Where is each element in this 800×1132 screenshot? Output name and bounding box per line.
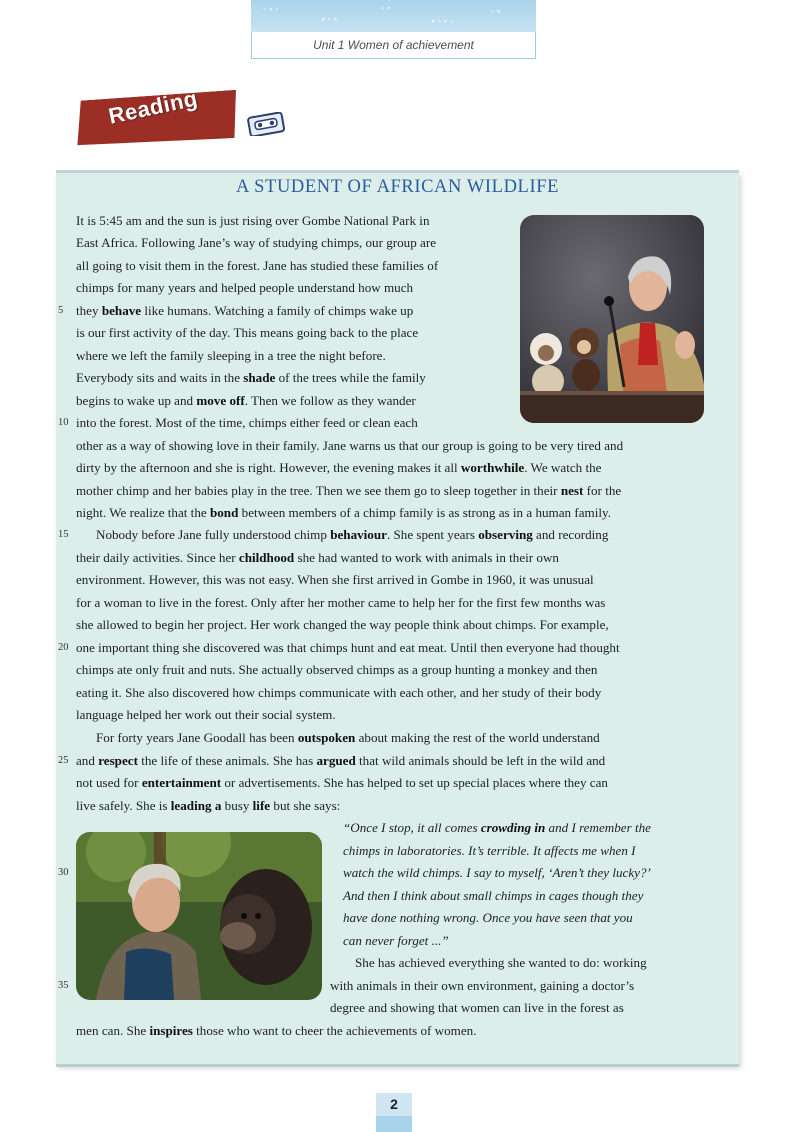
quote-line: have done nothing wrong. Once you have seen that you [343,910,633,925]
vocabulary-word: crowding in [480,820,546,835]
article-line: live safely. She is leading a busy life but she says: [76,798,341,813]
photo-jane-speaking [520,215,704,423]
page-number-decoration [376,1116,412,1132]
article-line: language helped her work out their social system. [76,707,336,722]
vocabulary-word: respect [98,753,138,768]
article-line: where we left the family sleeping in a tree the night before. [76,348,386,363]
line-number: 10 [58,417,69,428]
unit-title: Unit 1 Women of achievement [251,32,536,59]
vocabulary-word: observing [478,527,533,542]
article-line: not used for entertainment or advertisements. She has helped to set up special places where they can [76,775,608,790]
panel-divider-top [56,170,739,173]
article-title: A STUDENT OF AFRICAN WILDLIFE [235,177,559,197]
vocabulary-word: worthwhile [460,460,525,475]
article-line: they behave like humans. Watching a family of chimps wake up [76,303,414,318]
article-line: into the forest. Most of the time, chimps either feed or clean each [76,415,418,430]
quote-line: watch the wild chimps. I say to myself, ‘Aren’t they lucky?’ [343,865,651,880]
vocabulary-word: move off [196,393,245,408]
article-line: for a woman to live in the forest. Only after her mother came to help her for the first few months was [76,595,606,610]
article-line: night. We realize that the bond between members of a chimp family is as strong as in a human family. [76,505,611,520]
article-line: She has achieved everything she wanted to do: working [355,955,647,970]
article-line: chimps ate only fruit and nuts. She actually observed chimps as a group hunting a monkey and then [76,662,598,677]
article-line: degree and showing that women can live in the forest as [330,1000,624,1015]
line-number: 25 [58,755,69,766]
vocabulary-word: leading a [170,798,222,813]
vocabulary-word: bond [209,505,239,520]
line-number: 20 [58,642,69,653]
article-line: eating it. She also discovered how chimps communicate with each other, and her study of their body [76,685,602,700]
quote-line: can never forget ...” [343,933,449,948]
panel-divider-bottom [56,1064,739,1067]
article-line: dirty by the afternoon and she is right. However, the evening makes it all worthwhile. We watch the [76,460,602,475]
vocabulary-word: shade [243,370,276,385]
article-line: one important thing she discovered was that chimps hunt and eat meat. Until then everyone had thought [76,640,620,655]
article-line: begins to wake up and move off. Then we follow as they wander [76,393,416,408]
article-line: and respect the life of these animals. She has argued that wild animals should be left in the wild and [76,753,606,768]
vocabulary-word: nest [560,483,584,498]
article-line: environment. However, this was not easy. When she first arrived in Gombe in 1960, it was unusual [76,572,594,587]
vocabulary-word: childhood [238,550,295,565]
line-number: 30 [58,867,69,878]
article-line: Nobody before Jane fully understood chimp behaviour. She spent years observing and recording [96,527,609,542]
quote-line: chimps in laboratories. It’s terrible. It affects me when I [343,843,636,858]
line-number: 5 [58,305,64,316]
vocabulary-word: outspoken [297,730,356,745]
vocabulary-word: behave [101,303,142,318]
quote-line: “Once I stop, it all comes crowding in and I remember the [343,820,651,835]
photo-jane-with-chimp [76,832,322,1000]
article-line: chimps for many years and helped people understand how much [76,280,414,295]
article-line: It is 5:45 am and the sun is just rising over Gombe National Park in [76,213,430,228]
vocabulary-word: argued [316,753,356,768]
article-line: all going to visit them in the forest. Jane has studied these families of [76,258,439,273]
article-line: For forty years Jane Goodall has been outspoken about making the rest of the world understand [96,730,600,745]
article-line: their daily activities. Since her childhood she had wanted to work with animals in their own [76,550,559,565]
article-line: East Africa. Following Jane’s way of studying chimps, our group are [76,235,437,250]
page-number-text: 2 [390,1096,398,1112]
article-line: with animals in their own environment, gaining a doctor’s [330,978,635,993]
article-line: is our first activity of the day. This means going back to the place [76,325,419,340]
vocabulary-word: entertainment [141,775,222,790]
quote-line: And then I think about small chimps in cages though they [343,888,644,903]
cassette-icon[interactable] [247,112,285,136]
line-number: 35 [58,980,69,991]
section-label: Reading [106,85,200,129]
article-line: men can. She inspires those who want to cheer the achievements of women. [76,1023,477,1038]
header-decoration: ◦ ∘ ◦ ∘ ◦ ∘ ◦ ∘ ∘ ◦ ∘ ◦ ◦ ∘ [251,0,536,32]
article-line: other as a way of showing love in their family. Jane warns us that our group is going to be very tired and [76,438,624,453]
article-line: Everybody sits and waits in the shade of the trees while the family [76,370,426,385]
vocabulary-word: life [252,798,271,813]
article-line: mother chimp and her babies play in the tree. Then we see them go to sleep together in their nest for the [76,483,622,498]
vocabulary-word: inspires [149,1023,193,1038]
line-number: 15 [58,529,69,540]
vocabulary-word: behaviour [330,527,387,542]
article-line: she allowed to begin her project. Her work changed the way people think about chimps. For example, [76,617,609,632]
